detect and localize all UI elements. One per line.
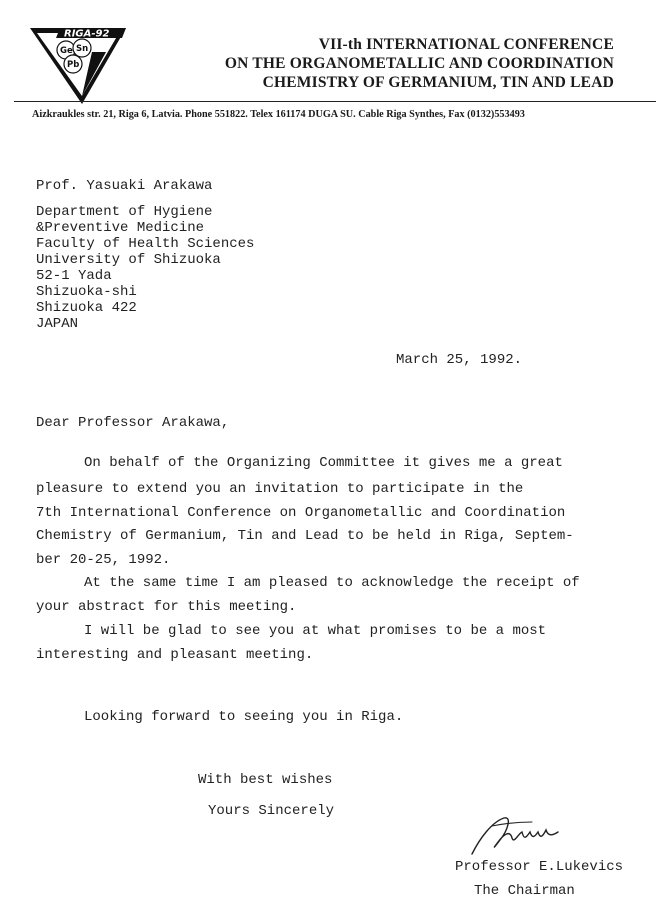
body-line: pleasure to extend you an invitation to participate in the <box>36 481 524 497</box>
handwritten-signature <box>462 808 582 860</box>
recipient-address-line: University of Shizuoka <box>36 252 221 268</box>
conference-title-line-3: CHEMISTRY OF GERMANIUM, TIN AND LEAD <box>262 74 614 91</box>
recipient-address-line: 52-1 Yada <box>36 268 112 284</box>
recipient-name: Prof. Yasuaki Arakawa <box>36 178 213 194</box>
regards-line: Yours Sincerely <box>208 803 335 819</box>
recipient-address-line: &Preventive Medicine <box>36 220 205 236</box>
conference-logo <box>26 22 132 108</box>
recipient-address-line: JAPAN <box>36 316 79 332</box>
salutation: Dear Professor Arakawa, <box>36 415 230 431</box>
body-line: I will be glad to see you at what promises to be a most <box>84 623 547 639</box>
closing-line: Looking forward to seeing you in Riga. <box>84 709 404 725</box>
logo-element-ge: Ge <box>60 46 73 56</box>
logo-element-sn: Sn <box>76 44 89 54</box>
body-line: your abstract for this meeting. <box>36 599 297 615</box>
logo-banner: RIGA-92 <box>64 28 110 40</box>
body-line: ber 20-25, 1992. <box>36 552 171 568</box>
conference-title-line-2: ON THE ORGANOMETALLIC AND COORDINATION <box>224 55 614 72</box>
letterhead-address: Aizkraukles str. 21, Riga 6, Latvia. Phone 551822. Telex 161174 DUGA SU. Cable Riga Synthes, Fax (0132)553493 <box>32 109 525 120</box>
body-line: interesting and pleasant meeting. <box>36 647 314 663</box>
conference-title-line-1: VII-th INTERNATIONAL CONFERENCE <box>318 36 614 53</box>
recipient-address-line: Shizuoka-shi <box>36 284 137 300</box>
signer-title: The Chairman <box>474 883 575 899</box>
body-line: 7th International Conference on Organometallic and Coordination <box>36 505 566 521</box>
regards-line: With best wishes <box>198 772 333 788</box>
letter-date: March 25, 1992. <box>396 352 523 368</box>
recipient-address-line: Faculty of Health Sciences <box>36 236 255 252</box>
letterhead-divider <box>14 101 656 102</box>
body-line: At the same time I am pleased to acknowledge the receipt of <box>84 575 580 591</box>
logo-element-pb: Pb <box>67 60 80 70</box>
recipient-address-line: Shizuoka 422 <box>36 300 137 316</box>
body-line: Chemistry of Germanium, Tin and Lead to be held in Riga, Septem- <box>36 528 574 544</box>
recipient-address-line: Department of Hygiene <box>36 204 213 220</box>
signer-name: Professor E.Lukevics <box>455 859 624 875</box>
body-line: On behalf of the Organizing Committee it gives me a great <box>84 455 563 471</box>
